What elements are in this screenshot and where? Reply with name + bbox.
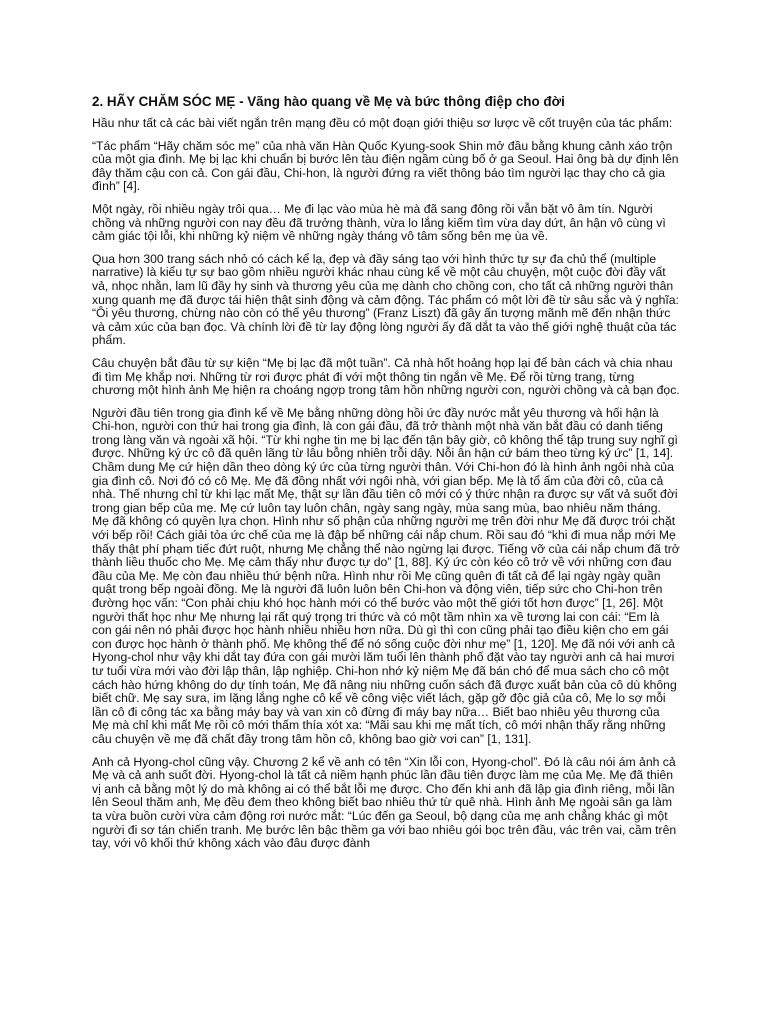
- paragraph-narrative-form: Qua hơn 300 trang sách nhỏ có cách kể lạ, đẹp và đầy sáng tạo với hình thức tự sự đa chủ thể (multiple narrative) là kiểu tự sự bao gồm nhiều người khác nhau cùng kể về một câu chuyện, một cuộc đời đầy vất vả, nhọc nhằn, lam lũ đầy hy sinh và thương yêu của mẹ dành cho chồng con, cho tất cả những người thân xung quanh mẹ đã được tái hiện thật sinh động và cảm động. Tác phẩm có một lời đề từ sâu sắc và ý nghĩa: “Ôi yêu thương, chừng nào còn có thể yêu thương” (Franz Liszt) đã gây ấn tượng mãnh mẽ đến nhận thức và cảm xúc của bạn đọc. Và chính lời đề từ lay động lòng người ấy đã dắt ta vào thế giới nghệ thuật của tác phẩm.: [92, 251, 679, 348]
- paragraph-chi-hon: Người đầu tiên trong gia đình kể về Mẹ bằng những dòng hồi ức đầy nước mắt yêu thương và hối hận là Chi-hon, người con thứ hai trong gia đình, là con gái đầu, đã trở thành một nhà văn bắt đầu có danh tiếng trong làng văn và ngoài xã hội. “Từ khi nghe tin mẹ bị lạc đến tận bây giờ, cô không thể tập trung suy nghĩ gì được. Những ký ức cô đã quên lãng từ lâu bỗng nhiên trỗi dậy. Nỗi ân hận cứ bám theo từng ký ức” [1, 14]. Chầm dung Mẹ cứ hiện dần theo dòng ký ức của từng người thân. Với Chi-hon đó là hình ảnh ngôi nhà của gia đình cô. Nơi đó có cô Mẹ. Mẹ đã đồng nhất với ngôi nhà, với gian bếp. Mẹ là tổ ấm của đời cô, của cả nhà. Thế nhưng chỉ từ khi lạc mất Mẹ, thật sự lần đầu tiên cô mới có ý thức nhận ra được sự vất vả suốt đời trong gian bếp của mẹ. Mẹ cứ luôn tay luôn chân, ngày sang ngày, mùa sang mùa, bao nhiêu năm tháng. Mẹ đã không có quyền lựa chọn. Hình như số phận của những người mẹ trên đời như Mẹ đã được trói chặt với bếp rồi! Cách giải tỏa ức chế của mẹ là đập bể những cái nắp chum. Rồi sau đó “khi đi mua nắp mới Mẹ thấy thật phí phạm tiếc đứt ruột, nhưng Mẹ chẳng thể nào ngừng lại được. Tiếng vỡ của cái nắp chum đã trở thành liều thuốc cho Mẹ. Mẹ cảm thấy như được tự do” [1, 88]. Ký ức còn kéo cô trở về với những cơn đau đầu của Mẹ. Mẹ còn đau nhiều thứ bệnh nữa. Hình như rồi Mẹ cũng quên đi tất cả để lại ngày ngày quần quật trong bếp ngoài đồng. Mẹ là người đã luôn luôn bên Chi-hon và động viên, tiếp sức cho Chi-hon trên đường học vấn: “Con phải chịu khó học hành mới có thể bước vào một thế giới tốt hơn được” [1, 26]. Một người thất học như Mẹ nhưng lại rất quý trọng tri thức và có một tầm nhìn xa về tương lai con cái: “Em là con gái nên nó phải được học hành nhiều nhiều hơn nữa. Dù gì thì con cũng phải tạo điều kiện cho em gái con được học hành ở thành phố. Mẹ không thể để nó sống cuộc đời như mẹ” [1, 120]. Mẹ đã nói với anh cả Hyong-chol như vậy khi dắt tay đứa con gái mười lăm tuổi lên thành phố đặt vào tay người anh cả hai mươi tư tuổi vừa mới vào đời lập thân, lập nghiệp. Chi-hon nhớ kỷ niệm Mẹ đã bán chó để mua sách cho cô một cách hào hứng không do dự tính toán, Mẹ đã nâng niu những cuốn sách đã được xuất bản của cô dù không biết chữ. Mẹ say sưa, im lặng lắng nghe cô kể về công việc viết lách, gặp gỡ độc giả của cô, Mẹ lo sợ mỗi lần cô đi công tác xa bằng máy bay và van xin cô đừng đi máy bay nữa… Biết bao nhiêu yêu thương của Mẹ mà chỉ khi mất Mẹ rồi cô mới thấm thía xót xa: “Mãi sau khi mẹ mất tích, cô mới nhận thấy rằng những câu chuyện về mẹ đã chất đầy trong tâm hồn cô, không bao giờ vơi can” [1, 131].: [92, 405, 680, 746]
- paragraph-days-pass: Một ngày, rồi nhiều ngày trôi qua… Mẹ đi lạc vào mùa hè mà đã sang đông rồi vẫn bặt vô âm tín. Người chồng và những người con nay đều đã trưởng thành, vừa lo lắng kiếm tìm vừa day dứt, ân hận vô cùng vì cảm giác tội lỗi, khi những kỷ niệm về những ngày tháng vô tâm sống bên mẹ ùa về.: [92, 201, 666, 244]
- section-heading: 2. HÃY CHĂM SÓC MẸ - Vãng hào quang về Mẹ và bức thông điệp cho đời: [92, 94, 565, 109]
- paragraph-story-begins: Câu chuyện bắt đầu từ sự kiện “Mẹ bị lạc đã một tuần”. Cả nhà hốt hoảng họp lại để bàn cách và chia nhau đi tìm Mẹ khắp nơi. Những từ rơi được phát đi với một thông tin ngắn về Mẹ. Để rồi từng trang, từng chương một hình ảnh Mẹ hiện ra choáng ngợp trong tâm hồn những người con, người chồng và cả bạn đọc.: [92, 355, 680, 398]
- paragraph-quote-summary: “Tác phẩm “Hãy chăm sóc mẹ” của nhà văn Hàn Quốc Kyung-sook Shin mở đầu bằng khung cảnh xáo trộn của một gia đình. Mẹ bị lạc khi chuẩn bị bước lên tàu điện ngầm cùng bố ở ga Seoul. Hai ông bà dự định lên đây thăm cậu con cả. Con gái đầu, Chi-hon, là người đứng ra viết thông báo tìm người lạc thay cho cả gia đình” [4].: [92, 138, 679, 194]
- paragraph-hyong-chol: Anh cả Hyong-chol cũng vậy. Chương 2 kể về anh có tên “Xin lỗi con, Hyong-chol”. Đó là câu nói ám ảnh cả Mẹ và cả anh suốt đời. Hyong-chol là tất cả niềm hạnh phúc lần đầu tiên được làm mẹ của Mẹ. Mẹ đã thiên vị anh cả bằng một lý do mà không ai có thể bắt lỗi mẹ được. Cho đến khi anh đã lập gia đình riêng, mỗi lần lên Seoul thăm anh, Mẹ đều đem theo không biết bao nhiêu thứ từ quê nhà. Hình ảnh Mẹ ngoài sân ga làm ta vừa buồn cười vừa cảm động rơi nước mắt: “Lúc đến ga Seoul, bộ dạng của mẹ anh chẳng khác gì một người đi sơ tán chiến tranh. Mẹ bước lên bậc thềm ga với bao nhiêu gói bọc trên đầu, vác trên vai, cầm trên tay, với vô khối thứ không xách vào đâu được đành: [92, 754, 677, 851]
- paragraph-intro: Hầu như tất cả các bài viết ngắn trên mạng đều có một đoạn giới thiệu sơ lược về cốt truyện của tác phẩm:: [92, 116, 673, 130]
- document-page: [92, 93, 680, 860]
